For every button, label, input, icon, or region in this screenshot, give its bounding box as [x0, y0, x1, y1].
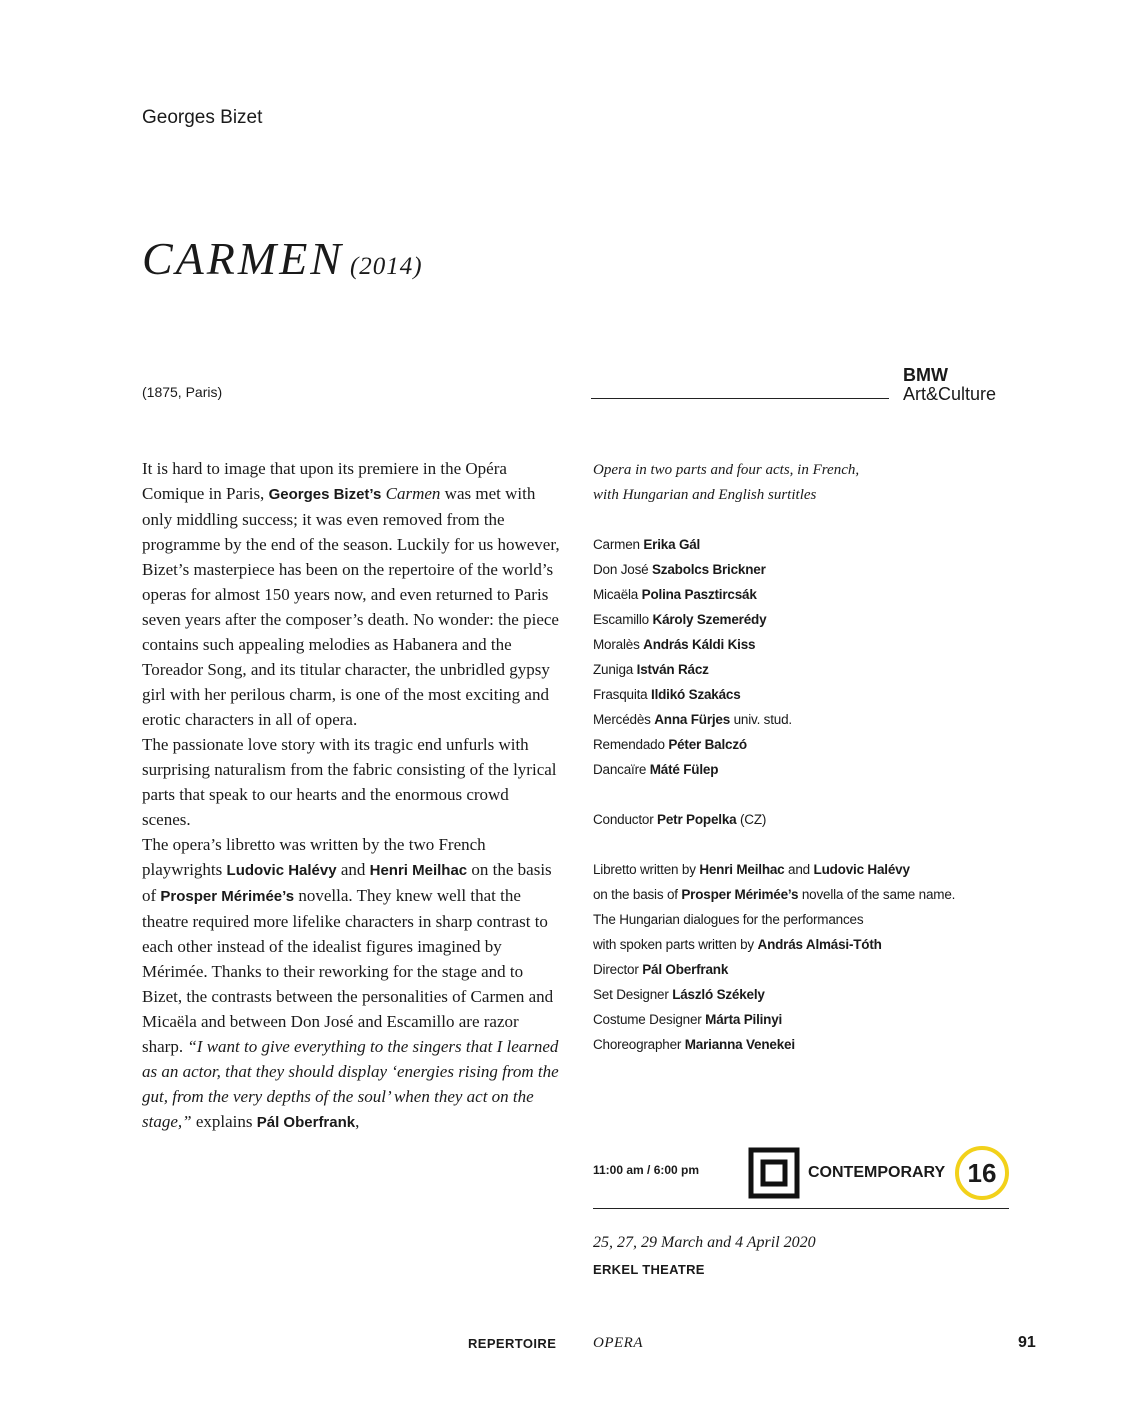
cast-role: Dancaïre: [593, 762, 650, 777]
footer-genre: OPERA: [593, 1335, 643, 1351]
page-title: [142, 232, 423, 285]
cast-row: [593, 682, 1023, 707]
divider-top: [591, 398, 889, 399]
cast-name: András Káldi Kiss: [643, 637, 756, 652]
cast-role: Remendado: [593, 737, 669, 752]
cast-role: Frasquita: [593, 687, 652, 702]
cast-row: [593, 957, 1023, 982]
bold-name: Henri Meilhac: [369, 862, 468, 879]
cast-name: Szabolcs Brickner: [651, 562, 766, 577]
cast-name: Máté Fülep: [649, 762, 719, 777]
sponsor-line1: BMW: [903, 365, 948, 385]
cast-role: on the basis of: [593, 887, 682, 902]
bold-name: Ludovic Halévy: [226, 862, 337, 879]
cast-role: Moralès: [593, 637, 644, 652]
cast-row: [593, 707, 1023, 732]
cast-row: [593, 632, 1023, 657]
cast-role: Conductor: [593, 812, 658, 827]
cast-spacer: [593, 782, 1023, 807]
page-number: 91: [1018, 1334, 1036, 1351]
cast-row: [593, 857, 1023, 882]
performance-dates: 25, 27, 29 March and 4 April 2020: [593, 1234, 816, 1251]
venue: ERKEL THEATRE: [593, 1262, 705, 1277]
cast-spacer: [593, 832, 1023, 857]
composer-name: Georges Bizet: [142, 107, 263, 128]
cast-name: András Almási-Tóth: [757, 937, 882, 952]
cast-name: Erika Gál: [643, 537, 701, 552]
cast-name: István Rácz: [636, 662, 709, 677]
cast-role: and: [784, 862, 814, 877]
text-run: It is hard to image that upon its premiere in the Opéra Comique in Paris,: [142, 459, 507, 503]
bold-name: Georges Bizet’s: [268, 486, 382, 503]
cast-role: univ. stud.: [730, 712, 792, 727]
italic-text: “I want to give everything to the singers that I learned as an actor, that they should display ‘energies rising from the gut, from the very depths of the soul’ when they act on the stage,”: [142, 1037, 559, 1131]
cast-row: [593, 657, 1023, 682]
footer-section: REPERTOIRE: [468, 1336, 557, 1351]
showtime: 11:00 am / 6:00 pm: [593, 1163, 700, 1177]
intro-line: with Hungarian and English surtitles: [593, 487, 817, 503]
cast-role: Set Designer: [593, 987, 673, 1002]
divider-bottom: [593, 1208, 1009, 1209]
text-run: ,: [355, 1112, 360, 1131]
cast-row: [593, 807, 1023, 832]
age-rating-badge: 16: [955, 1146, 1009, 1200]
cast-role: Libretto written by: [593, 862, 700, 877]
cast-row: [593, 557, 1023, 582]
cast-role: (CZ): [736, 812, 767, 827]
cast-role: Micaëla: [593, 587, 642, 602]
cast-row: [593, 882, 1023, 907]
text-run: The opera’s libretto was written by the two French playwrights: [142, 835, 486, 879]
cast-row: [593, 982, 1023, 1007]
cast-role: Carmen: [593, 537, 644, 552]
cast-role: with spoken parts written by: [593, 937, 758, 952]
cast-name: Polina Pasztircsák: [641, 587, 757, 602]
cast-role: Choreographer: [593, 1037, 685, 1052]
cast-name: Péter Balczó: [668, 737, 747, 752]
cast-row: [593, 757, 1023, 782]
cast-name: Marianna Venekei: [684, 1037, 795, 1052]
sponsor-logo: [903, 365, 1023, 403]
cast-name: László Székely: [672, 987, 765, 1002]
cast-role: The Hungarian dialogues for the performances: [593, 912, 864, 927]
text-run: and: [336, 860, 370, 879]
cast-role: Director: [593, 962, 643, 977]
cast-name: Prosper Mérimée’s: [681, 887, 799, 902]
category-label: CONTEMPORARY: [808, 1164, 946, 1181]
article-paragraph: [142, 832, 560, 1135]
cast-row: [593, 1007, 1023, 1032]
title-text: CARMEN: [142, 233, 344, 284]
cast-row: [593, 907, 1023, 932]
intro-line: Opera in two parts and four acts, in French,: [593, 462, 860, 478]
cast-row: [593, 582, 1023, 607]
cast-row: [593, 732, 1023, 757]
cast-role: Escamillo: [593, 612, 653, 627]
text-run: explains: [191, 1112, 257, 1131]
bold-name: Prosper Mérimée’s: [160, 888, 295, 905]
text-run: on the basis of: [142, 860, 552, 905]
concentric-squares-icon: [748, 1147, 800, 1199]
bold-name: Pál Oberfrank: [256, 1114, 356, 1131]
cast-name: Károly Szemerédy: [652, 612, 767, 627]
cast-role: Zuniga: [593, 662, 637, 677]
italic-text: Carmen: [385, 484, 441, 503]
cast-role: novella of the same name.: [798, 887, 956, 902]
cast-list: [593, 532, 1023, 1057]
cast-row: [593, 1032, 1023, 1057]
cast-name: Pál Oberfrank: [642, 962, 729, 977]
cast-role: Costume Designer: [593, 1012, 706, 1027]
cast-name: Márta Pilinyi: [705, 1012, 783, 1027]
cast-row: [593, 932, 1023, 957]
cast-row: [593, 607, 1023, 632]
cast-role: Mercédès: [593, 712, 655, 727]
sponsor-line2: Art&Culture: [903, 384, 997, 404]
premiere-info: (1875, Paris): [142, 384, 223, 400]
text-run: novella. They knew well that the theatre required more lifelike characters in sharp contrast to each other instead of the idealist figures imagined by Mérimée. Thanks to their reworking for the stage and to Bizet, the contrasts between the personalities of Carmen and Micaëla and between Don José and Escamillo are razor sharp.: [142, 886, 554, 1056]
article-body: [142, 456, 560, 1135]
cast-name: Anna Fürjes: [654, 712, 731, 727]
article-paragraph: [142, 456, 560, 732]
article-paragraph: [142, 732, 560, 832]
cast-name: Henri Meilhac: [699, 862, 785, 877]
opera-intro: [593, 458, 1013, 508]
cast-name: Ildikó Szakács: [651, 687, 741, 702]
cast-name: Ludovic Halévy: [813, 862, 910, 877]
text-run: The passionate love story with its tragic end unfurls with surprising naturalism from the fabric consisting of the lyrical parts that speak to our hearts and the enormous crowd scenes.: [142, 735, 557, 829]
text-run: was met with only middling success; it was even removed from the programme by the end of the season. Luckily for us however, Bizet’s masterpiece has been on the repertoire of the world’s operas for almost 150 years now, and even returned to Paris seven years after the composer’s death. No wonder: the piece contains such appealing melodies as Habanera and the Toreador Song, and its titular character, the unbridled gypsy girl with her perilous charm, is one of the most exciting and erotic characters in all of opera.: [142, 484, 560, 729]
cast-name: Petr Popelka: [657, 812, 737, 827]
cast-role: Don José: [593, 562, 652, 577]
cast-row: [593, 532, 1023, 557]
title-year: (2014): [349, 253, 423, 280]
